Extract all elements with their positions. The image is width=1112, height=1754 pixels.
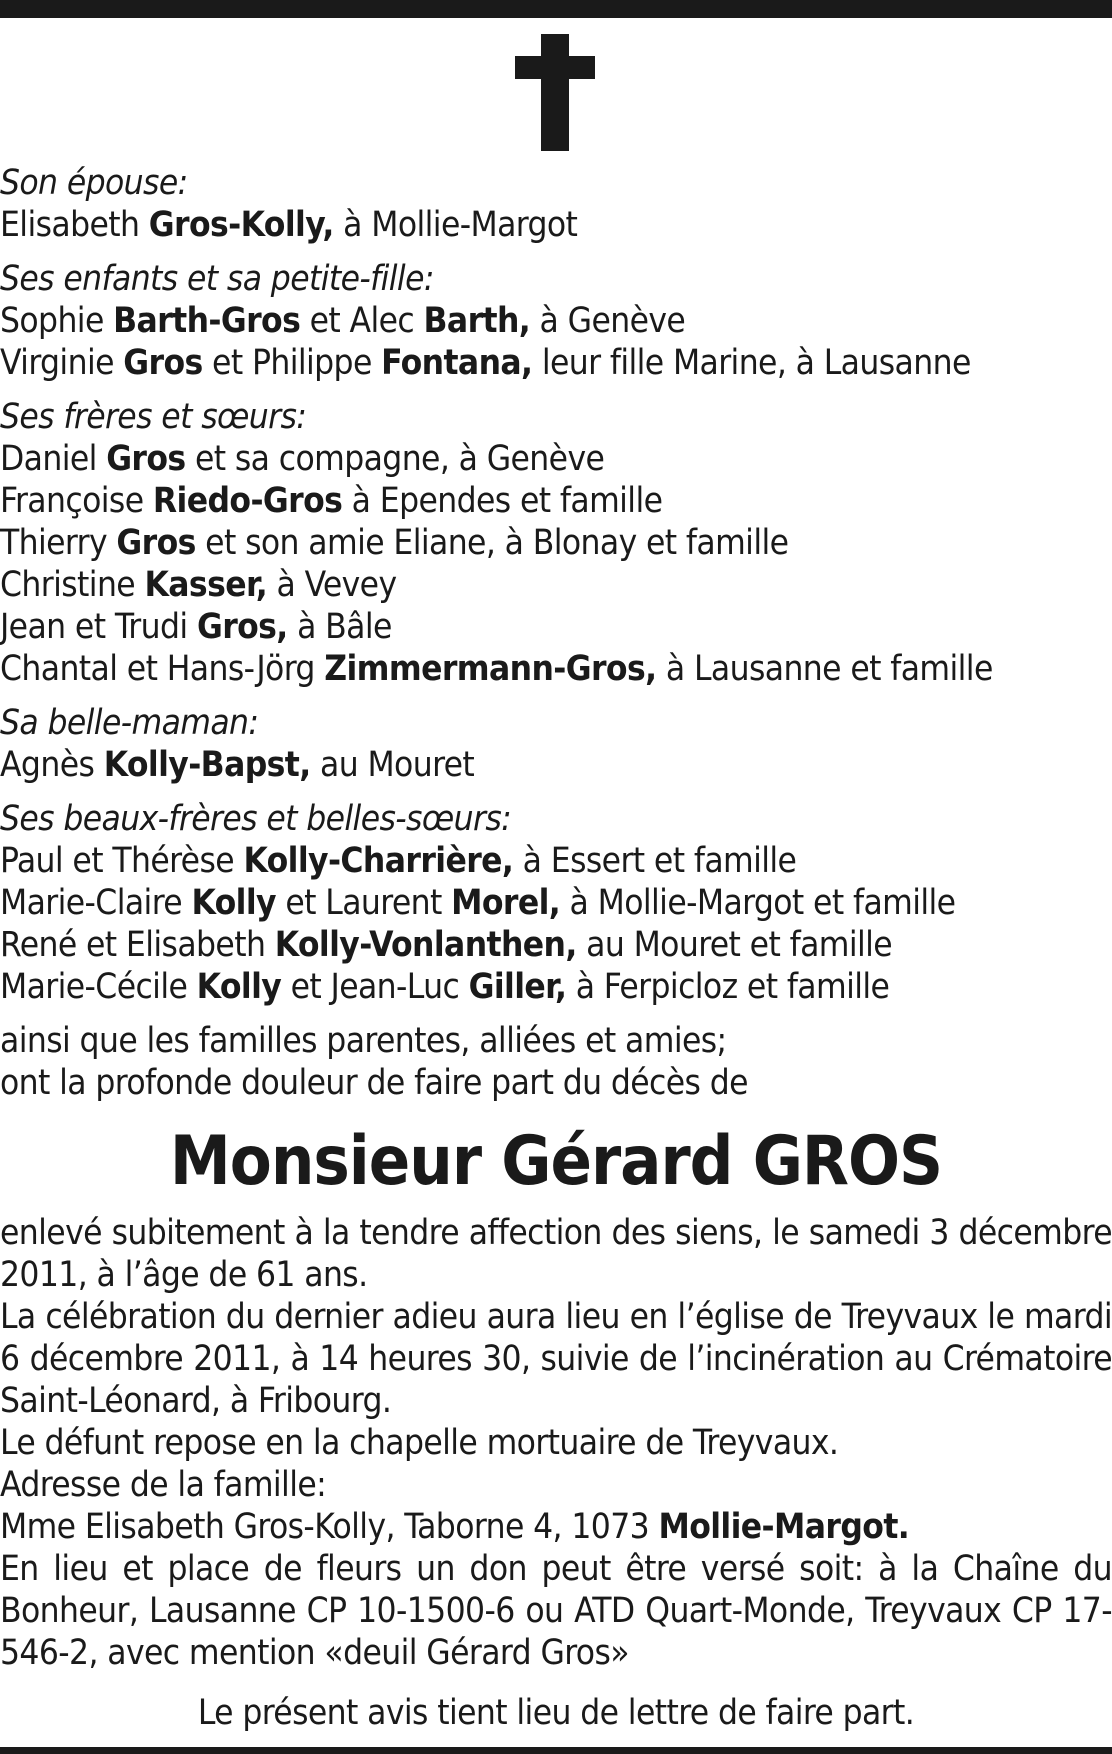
donation-text: En lieu et place de fleurs un don peut être versé soit: à la Chaîne du Bonheur, Lausanne CP 10-1500-6 ou ATD Quart-Monde, Treyvaux CP 17-546-2, avec mention «deuil Gérard Gros» <box>0 1549 1112 1673</box>
family-name: Kolly-Charrière, <box>243 841 514 881</box>
family-name: Gros <box>106 439 186 479</box>
ceremony-text: La célébration du dernier adieu aura lieu en l’église de Treyvaux le mardi 6 décembre 2011, à 14 heures 30, suivie de l’incinération au Crématoire Saint-Léonard, à Fribourg. <box>0 1297 1112 1421</box>
family-name: Barth, <box>423 301 531 341</box>
family-group-heading: Ses beaux-frères et belles-sœurs: <box>0 799 512 839</box>
family-name: Riedo-Gros <box>152 481 343 521</box>
family-member-line: Paul et Thérèse Kolly-Charrière, à Essert et famille <box>0 841 797 881</box>
family-member-line: Elisabeth Gros-Kolly, à Mollie-Margot <box>0 205 578 245</box>
family-group-heading: Son épouse: <box>0 163 188 203</box>
family-member-line: Sophie Barth-Gros et Alec Barth, à Genève <box>0 301 686 341</box>
family-name: Barth-Gros <box>113 301 301 341</box>
family-name: Zimmermann-Gros, <box>324 649 657 689</box>
family-group <box>0 396 1112 690</box>
family-name: Kolly <box>191 883 276 923</box>
address-town: Mollie-Margot. <box>658 1507 910 1547</box>
top-rule <box>0 0 1112 18</box>
passing-text: enlevé subitement à la tendre affection des siens, le samedi 3 décembre 2011, à l’âge de 61 ans. <box>0 1213 1112 1295</box>
family-name: Gros <box>116 523 196 563</box>
family-member-line: Jean et Trudi Gros, à Bâle <box>0 607 392 647</box>
announce-line-2: ont la profonde douleur de faire part du décès de <box>0 1063 748 1103</box>
closing-text: Le présent avis tient lieu de lettre de faire part. <box>197 1693 915 1733</box>
address-line <box>0 1506 1112 1548</box>
family-member-line: Daniel Gros et sa compagne, à Genève <box>0 439 605 479</box>
family-name: Gros-Kolly, <box>148 205 334 245</box>
family-name: Gros, <box>196 607 288 647</box>
family-name: Kolly-Bapst, <box>103 745 311 785</box>
family-member-line: Christine Kasser, à Vevey <box>0 565 397 605</box>
family-name: Kolly-Vonlanthen, <box>274 925 577 965</box>
address-label: Adresse de la famille: <box>0 1465 327 1505</box>
family-group <box>0 258 1112 384</box>
address-prefix: Mme Elisabeth Gros-Kolly, Taborne 4, 1073 <box>0 1507 659 1547</box>
family-list <box>0 162 1112 1008</box>
family-group <box>0 702 1112 786</box>
family-name: Gros <box>123 343 203 383</box>
family-member-line: Agnès Kolly-Bapst, au Mouret <box>0 745 475 785</box>
announcement <box>0 1020 1112 1104</box>
family-member-line: Françoise Riedo-Gros à Ependes et famille <box>0 481 663 521</box>
deceased-name: Monsieur Gérard GROS <box>169 1122 943 1201</box>
family-member-line: Virginie Gros et Philippe Fontana, leur fille Marine, à Lausanne <box>0 343 971 383</box>
family-member-line: Chantal et Hans-Jörg Zimmermann-Gros, à Lausanne et famille <box>0 649 993 689</box>
family-name: Fontana, <box>381 343 533 383</box>
obituary-body <box>0 162 1112 1734</box>
repose-text: Le défunt repose en la chapelle mortuaire de Treyvaux. <box>0 1423 839 1463</box>
family-name: Kolly <box>196 967 282 1007</box>
bottom-rule <box>0 1747 1112 1754</box>
family-member-line: Marie-Cécile Kolly et Jean-Luc Giller, à Ferpicloz et famille <box>0 967 890 1007</box>
family-group-heading: Ses enfants et sa petite-fille: <box>0 259 434 299</box>
family-group-heading: Ses frères et sœurs: <box>0 397 307 437</box>
family-member-line: Thierry Gros et son amie Eliane, à Blonay et famille <box>0 523 789 563</box>
family-name: Kasser, <box>144 565 268 605</box>
family-member-line: René et Elisabeth Kolly-Vonlanthen, au Mouret et famille <box>0 925 893 965</box>
family-name: Giller, <box>468 967 567 1007</box>
family-name: Morel, <box>451 883 561 923</box>
announce-line-1: ainsi que les familles parentes, alliées et amies; <box>0 1021 727 1061</box>
cross-icon <box>515 34 595 151</box>
family-group-heading: Sa belle-maman: <box>0 703 259 743</box>
family-member-line: Marie-Claire Kolly et Laurent Morel, à Mollie-Margot et famille <box>0 883 956 923</box>
family-group <box>0 162 1112 246</box>
family-group <box>0 798 1112 1008</box>
